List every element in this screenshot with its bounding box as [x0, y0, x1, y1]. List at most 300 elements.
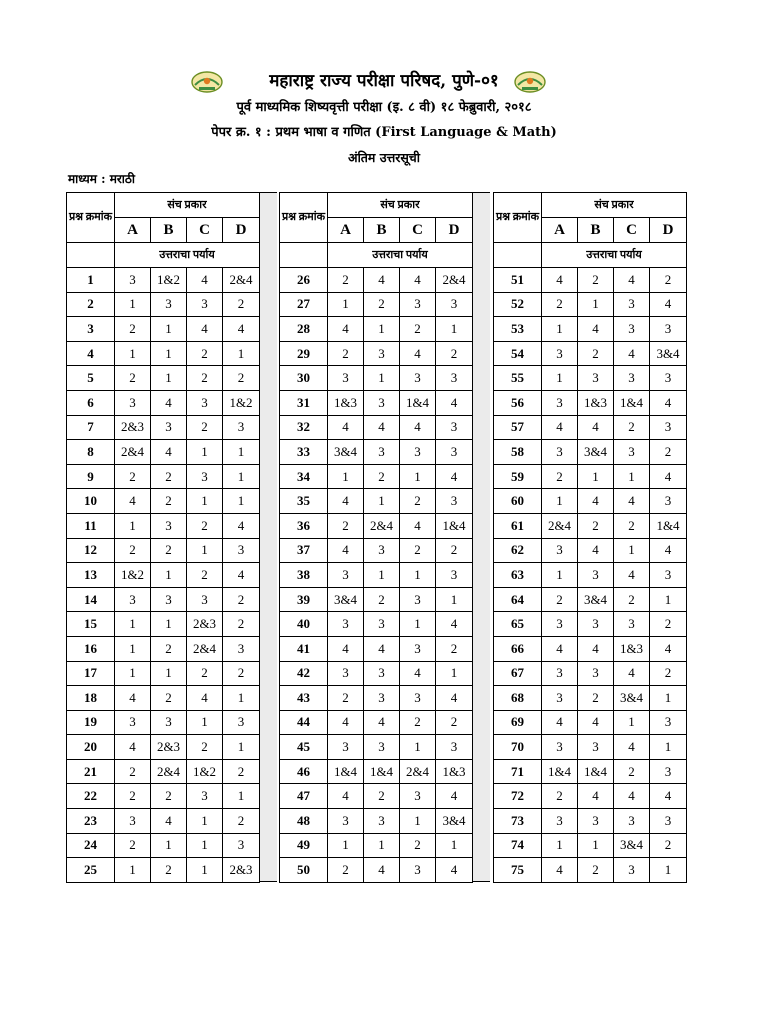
- answer-cell-set-a: 2: [328, 858, 364, 883]
- table-row: [280, 759, 473, 784]
- answer-cell-set-c: 3&4: [614, 686, 650, 711]
- question-number-cell: 57: [494, 415, 542, 440]
- answer-cell-set-c: 3: [400, 366, 436, 391]
- answer-cell-set-b: 1: [151, 833, 187, 858]
- set-type-header: संच प्रकार: [328, 193, 473, 218]
- answer-cell-set-c: 4: [187, 268, 223, 293]
- answer-cell-set-c: 4: [400, 661, 436, 686]
- answer-cell-set-a: 2: [542, 587, 578, 612]
- answer-cell-set-c: 1: [187, 833, 223, 858]
- table-row: [494, 513, 687, 538]
- question-number-header: प्रश्न क्रमांक: [67, 193, 115, 243]
- answer-cell-set-b: 3: [364, 612, 400, 637]
- question-number-cell: 71: [494, 759, 542, 784]
- set-type-header: संच प्रकार: [115, 193, 260, 218]
- answer-cell-set-b: 2: [151, 489, 187, 514]
- question-number-cell: 56: [494, 390, 542, 415]
- answer-cell-set-a: 3: [542, 612, 578, 637]
- answer-cell-set-c: 1: [400, 464, 436, 489]
- question-number-cell: 48: [280, 809, 328, 834]
- question-number-cell: 8: [67, 440, 115, 465]
- answer-cell-set-b: 3: [364, 735, 400, 760]
- answer-cell-set-a: 1: [115, 636, 151, 661]
- answer-cell-set-b: 1: [151, 661, 187, 686]
- answer-cell-set-c: 4: [614, 563, 650, 588]
- answer-cell-set-b: 2: [151, 464, 187, 489]
- answer-cell-set-a: 4: [542, 268, 578, 293]
- answer-cell-set-c: 2: [614, 415, 650, 440]
- table-row: [67, 317, 260, 342]
- question-number-cell: 40: [280, 612, 328, 637]
- set-letter-header: B: [578, 218, 614, 243]
- answer-cell-set-b: 4: [364, 636, 400, 661]
- question-number-cell: 30: [280, 366, 328, 391]
- answer-cell-set-b: 1: [151, 563, 187, 588]
- question-number-cell: 42: [280, 661, 328, 686]
- answer-cell-set-d: 4: [223, 317, 260, 342]
- answer-cell-set-d: 3: [650, 366, 687, 391]
- table-row: [280, 268, 473, 293]
- table-row: [67, 513, 260, 538]
- question-number-cell: 14: [67, 587, 115, 612]
- question-number-cell: 16: [67, 636, 115, 661]
- answer-cell-set-d: 3: [223, 415, 260, 440]
- question-number-cell: 1: [67, 268, 115, 293]
- question-number-header: प्रश्न क्रमांक: [494, 193, 542, 243]
- answer-cell-set-d: 1: [650, 686, 687, 711]
- table-row: [67, 710, 260, 735]
- answer-cell-set-c: 2&4: [400, 759, 436, 784]
- table-row: [494, 489, 687, 514]
- table-row: [280, 415, 473, 440]
- answer-cell-set-d: 2: [650, 440, 687, 465]
- answer-cell-set-d: 1: [436, 661, 473, 686]
- answer-cell-set-b: 1&2: [151, 268, 187, 293]
- answer-cell-set-c: 3: [400, 636, 436, 661]
- answer-cell-set-b: 1: [364, 317, 400, 342]
- answer-cell-set-b: 1: [151, 317, 187, 342]
- answer-cell-set-a: 2: [115, 833, 151, 858]
- answer-cell-set-b: 1: [364, 489, 400, 514]
- answer-cell-set-d: 1: [223, 784, 260, 809]
- question-number-cell: 62: [494, 538, 542, 563]
- answer-cell-set-a: 4: [542, 710, 578, 735]
- table-row: [494, 292, 687, 317]
- exam-subtitle: पूर्व माध्यमिक शिष्यवृत्ती परीक्षा (इ. ८ वी) १८ फेब्रुवारी, २०१८: [236, 100, 532, 115]
- question-number-cell: 10: [67, 489, 115, 514]
- set-letter-header: C: [187, 218, 223, 243]
- table-row: [280, 612, 473, 637]
- answer-cell-set-c: 2: [614, 513, 650, 538]
- question-number-cell: 25: [67, 858, 115, 883]
- question-number-cell: 74: [494, 833, 542, 858]
- answer-cell-set-a: 3: [542, 341, 578, 366]
- answer-cell-set-c: 1: [187, 809, 223, 834]
- answer-cell-set-a: 1: [115, 612, 151, 637]
- answer-cell-set-d: 2: [650, 268, 687, 293]
- answer-cell-set-c: 1: [400, 809, 436, 834]
- answer-cell-set-c: 3: [187, 784, 223, 809]
- question-number-cell: 26: [280, 268, 328, 293]
- answer-cell-set-d: 3: [223, 833, 260, 858]
- answer-cell-set-d: 3: [436, 489, 473, 514]
- answer-cell-set-b: 1: [151, 612, 187, 637]
- table-row: [67, 415, 260, 440]
- answer-cell-set-d: 2: [650, 661, 687, 686]
- answer-cell-set-b: 3: [151, 415, 187, 440]
- question-number-cell: 20: [67, 735, 115, 760]
- answer-cell-set-c: 4: [187, 317, 223, 342]
- question-number-cell: 23: [67, 809, 115, 834]
- answer-cell-set-c: 1: [187, 858, 223, 883]
- set-letter-header: D: [650, 218, 687, 243]
- answer-cell-set-c: 1&4: [400, 390, 436, 415]
- paper-title: पेपर क्र. १ : प्रथम भाषा व गणित (First Language & Math): [211, 125, 557, 140]
- answer-cell-set-d: 1: [650, 858, 687, 883]
- answer-cell-set-b: 3: [578, 661, 614, 686]
- answer-cell-set-d: 4: [436, 858, 473, 883]
- answer-cell-set-d: 4: [436, 612, 473, 637]
- answer-cell-set-b: 1&4: [578, 759, 614, 784]
- answer-cell-set-a: 3: [328, 661, 364, 686]
- answer-cell-set-a: 2: [115, 366, 151, 391]
- table-row: [494, 415, 687, 440]
- answer-cell-set-a: 4: [328, 784, 364, 809]
- question-number-cell: 70: [494, 735, 542, 760]
- answer-cell-set-d: 2: [436, 710, 473, 735]
- answer-cell-set-d: 4: [436, 686, 473, 711]
- table-row: [67, 784, 260, 809]
- table-row: [494, 440, 687, 465]
- answer-cell-set-a: 1&3: [328, 390, 364, 415]
- answer-cell-set-b: 2: [151, 538, 187, 563]
- answer-cell-set-d: 4: [650, 390, 687, 415]
- answer-cell-set-c: 4: [400, 268, 436, 293]
- answer-cell-set-c: 3: [614, 440, 650, 465]
- answer-cell-set-b: 1: [364, 366, 400, 391]
- answer-cell-set-a: 2: [115, 784, 151, 809]
- answer-cell-set-b: 2: [364, 292, 400, 317]
- question-number-cell: 64: [494, 587, 542, 612]
- answer-cell-set-a: 4: [328, 710, 364, 735]
- answer-cell-set-c: 3: [400, 587, 436, 612]
- table-row: [67, 587, 260, 612]
- table-row: [494, 612, 687, 637]
- answer-cell-set-b: 2&4: [151, 759, 187, 784]
- table-row: [494, 858, 687, 883]
- table-row: [280, 563, 473, 588]
- table-row: [494, 390, 687, 415]
- answer-cell-set-c: 1: [187, 489, 223, 514]
- answer-key-table-1: [66, 192, 260, 883]
- answer-cell-set-d: 3: [223, 636, 260, 661]
- answer-cell-set-d: 4: [650, 784, 687, 809]
- answer-cell-set-b: 4: [364, 710, 400, 735]
- answer-cell-set-d: 2: [436, 341, 473, 366]
- answer-cell-set-c: 4: [614, 489, 650, 514]
- answer-cell-set-c: 3: [400, 784, 436, 809]
- answer-cell-set-b: 2: [364, 784, 400, 809]
- answer-cell-set-d: 3: [223, 538, 260, 563]
- table-row: [67, 735, 260, 760]
- answer-cell-set-a: 2: [542, 292, 578, 317]
- answer-cell-set-a: 2: [328, 341, 364, 366]
- answer-cell-set-c: 2: [400, 538, 436, 563]
- question-number-cell: 13: [67, 563, 115, 588]
- answer-option-header: उत्तराचा पर्याय: [115, 243, 260, 268]
- answer-cell-set-b: 2: [578, 268, 614, 293]
- answer-cell-set-d: 3: [650, 710, 687, 735]
- question-number-cell: 11: [67, 513, 115, 538]
- answer-cell-set-d: 2: [650, 833, 687, 858]
- answer-cell-set-c: 4: [400, 415, 436, 440]
- answer-cell-set-a: 2: [115, 317, 151, 342]
- answer-cell-set-a: 4: [115, 735, 151, 760]
- answer-cell-set-d: 1: [223, 440, 260, 465]
- answer-cell-set-c: 4: [614, 661, 650, 686]
- answer-cell-set-d: 1&3: [436, 759, 473, 784]
- question-number-cell: 52: [494, 292, 542, 317]
- answer-cell-set-c: 3: [614, 858, 650, 883]
- answer-cell-set-d: 3: [650, 759, 687, 784]
- answer-cell-set-d: 2: [223, 292, 260, 317]
- medium-label: माध्यम : मराठी: [68, 172, 135, 186]
- answer-cell-set-a: 1: [542, 317, 578, 342]
- answer-cell-set-c: 2: [614, 759, 650, 784]
- answer-cell-set-c: 1&3: [614, 636, 650, 661]
- answer-cell-set-b: 4: [578, 317, 614, 342]
- answer-cell-set-b: 1&4: [364, 759, 400, 784]
- answer-cell-set-c: 3: [187, 464, 223, 489]
- answer-cell-set-c: 1: [400, 563, 436, 588]
- answer-cell-set-b: 3: [151, 292, 187, 317]
- table-row: [494, 759, 687, 784]
- set-letter-header: B: [364, 218, 400, 243]
- answer-cell-set-a: 3: [542, 686, 578, 711]
- answer-cell-set-b: 2: [364, 587, 400, 612]
- answer-cell-set-a: 3: [542, 440, 578, 465]
- answer-cell-set-c: 4: [614, 784, 650, 809]
- question-number-cell: 47: [280, 784, 328, 809]
- table-row: [280, 538, 473, 563]
- table-row: [280, 489, 473, 514]
- answer-cell-set-c: 3: [614, 292, 650, 317]
- answer-cell-set-d: 4: [436, 390, 473, 415]
- question-number-cell: 63: [494, 563, 542, 588]
- table-row: [280, 317, 473, 342]
- answer-cell-set-d: 3: [436, 735, 473, 760]
- question-number-cell: 36: [280, 513, 328, 538]
- answer-cell-set-b: 2&4: [364, 513, 400, 538]
- table-row: [280, 686, 473, 711]
- answer-cell-set-a: 2&4: [115, 440, 151, 465]
- set-letter-header: C: [400, 218, 436, 243]
- answer-cell-set-a: 2: [115, 464, 151, 489]
- question-number-cell: 21: [67, 759, 115, 784]
- table-row: [67, 440, 260, 465]
- answer-cell-set-a: 3: [115, 390, 151, 415]
- answer-cell-set-d: 2: [223, 759, 260, 784]
- table-row: [280, 341, 473, 366]
- answer-cell-set-c: 2: [400, 710, 436, 735]
- answer-cell-set-b: 3: [364, 661, 400, 686]
- answer-cell-set-b: 2&3: [151, 735, 187, 760]
- question-number-cell: 55: [494, 366, 542, 391]
- table-row: [494, 710, 687, 735]
- answer-cell-set-b: 4: [364, 415, 400, 440]
- question-number-header: प्रश्न क्रमांक: [280, 193, 328, 243]
- answer-cell-set-c: 2: [187, 415, 223, 440]
- answer-cell-set-b: 3&4: [578, 587, 614, 612]
- question-number-cell: 35: [280, 489, 328, 514]
- answer-cell-set-c: 1: [614, 538, 650, 563]
- answer-cell-set-b: 3: [364, 440, 400, 465]
- answer-cell-set-c: 2: [187, 513, 223, 538]
- answer-cell-set-b: 4: [151, 440, 187, 465]
- question-number-cell: 49: [280, 833, 328, 858]
- answer-cell-set-b: 4: [578, 415, 614, 440]
- table-row: [494, 735, 687, 760]
- answer-cell-set-a: 2: [542, 784, 578, 809]
- table-row: [280, 784, 473, 809]
- answer-cell-set-d: 2: [223, 366, 260, 391]
- answer-cell-set-a: 3: [328, 563, 364, 588]
- answer-cell-set-a: 4: [328, 415, 364, 440]
- answer-key-table-3: [493, 192, 687, 883]
- question-number-cell: 4: [67, 341, 115, 366]
- answer-cell-set-a: 2: [328, 513, 364, 538]
- answer-cell-set-a: 2: [115, 759, 151, 784]
- table-row: [67, 292, 260, 317]
- answer-cell-set-a: 1&4: [328, 759, 364, 784]
- answer-cell-set-c: 1: [614, 710, 650, 735]
- answer-cell-set-d: 1: [436, 587, 473, 612]
- answer-cell-set-c: 2: [187, 661, 223, 686]
- answer-cell-set-c: 2: [187, 735, 223, 760]
- set-letter-header: A: [542, 218, 578, 243]
- answer-cell-set-b: 2: [578, 858, 614, 883]
- answer-cell-set-d: 4: [650, 464, 687, 489]
- answer-cell-set-b: 4: [151, 809, 187, 834]
- question-number-cell: 31: [280, 390, 328, 415]
- table-row: [494, 587, 687, 612]
- answer-cell-set-b: 3: [151, 587, 187, 612]
- answer-cell-set-c: 3&4: [614, 833, 650, 858]
- question-number-cell: 17: [67, 661, 115, 686]
- answer-cell-set-b: 4: [364, 858, 400, 883]
- answer-cell-set-b: 3: [578, 366, 614, 391]
- answer-cell-set-a: 1: [115, 513, 151, 538]
- answer-cell-set-b: 4: [364, 268, 400, 293]
- question-number-cell: 45: [280, 735, 328, 760]
- question-number-cell: 50: [280, 858, 328, 883]
- answer-cell-set-d: 3: [436, 563, 473, 588]
- answer-cell-set-c: 3: [400, 858, 436, 883]
- question-number-cell: 67: [494, 661, 542, 686]
- answer-cell-set-c: 4: [400, 341, 436, 366]
- answer-cell-set-d: 2: [436, 636, 473, 661]
- answer-cell-set-c: 3: [614, 809, 650, 834]
- table-row: [280, 661, 473, 686]
- question-number-cell: 28: [280, 317, 328, 342]
- answer-cell-set-a: 1: [542, 489, 578, 514]
- answer-cell-set-d: 1: [223, 735, 260, 760]
- answer-cell-set-d: 3: [436, 292, 473, 317]
- answer-cell-set-b: 4: [578, 538, 614, 563]
- table-row: [494, 784, 687, 809]
- table-row: [280, 464, 473, 489]
- answer-cell-set-d: 3: [650, 563, 687, 588]
- answer-cell-set-d: 2: [223, 809, 260, 834]
- answer-cell-set-c: 3: [187, 292, 223, 317]
- table-row: [494, 809, 687, 834]
- question-number-cell: 68: [494, 686, 542, 711]
- answer-cell-set-a: 3: [115, 268, 151, 293]
- answer-cell-set-d: 2: [223, 587, 260, 612]
- answer-cell-set-d: 2: [223, 661, 260, 686]
- answer-cell-set-b: 4: [151, 390, 187, 415]
- answer-cell-set-a: 3: [542, 538, 578, 563]
- answer-cell-set-c: 3: [187, 587, 223, 612]
- answer-cell-set-a: 4: [542, 415, 578, 440]
- question-number-cell: 15: [67, 612, 115, 637]
- answer-cell-set-d: 4: [650, 538, 687, 563]
- answer-cell-set-d: 1: [223, 341, 260, 366]
- answer-cell-set-d: 3: [650, 317, 687, 342]
- table-row: [67, 636, 260, 661]
- answer-cell-set-b: 2: [151, 636, 187, 661]
- answer-key-table-2: [279, 192, 473, 883]
- answer-cell-set-b: 2: [364, 464, 400, 489]
- answer-cell-set-a: 4: [115, 489, 151, 514]
- answer-cell-set-a: 1: [328, 292, 364, 317]
- question-number-cell: 22: [67, 784, 115, 809]
- answer-cell-set-c: 4: [614, 341, 650, 366]
- set-type-header: संच प्रकार: [542, 193, 687, 218]
- table-row: [67, 366, 260, 391]
- answer-cell-set-c: 4: [187, 686, 223, 711]
- table-row: [67, 833, 260, 858]
- answer-cell-set-a: 1: [328, 464, 364, 489]
- answer-cell-set-c: 3: [614, 612, 650, 637]
- question-number-cell: 2: [67, 292, 115, 317]
- question-number-cell: 69: [494, 710, 542, 735]
- answer-cell-set-b: 2: [151, 686, 187, 711]
- answer-cell-set-c: 2&4: [187, 636, 223, 661]
- table-row: [280, 809, 473, 834]
- question-number-cell: 39: [280, 587, 328, 612]
- question-number-cell: 37: [280, 538, 328, 563]
- question-number-cell: 43: [280, 686, 328, 711]
- table-row: [280, 710, 473, 735]
- answer-cell-set-a: 4: [542, 858, 578, 883]
- table-row: [280, 390, 473, 415]
- answer-cell-set-a: 2&3: [115, 415, 151, 440]
- answer-cell-set-a: 1: [115, 661, 151, 686]
- table-row: [67, 464, 260, 489]
- answer-cell-set-d: 1: [650, 587, 687, 612]
- blank-header-cell: [494, 243, 542, 268]
- answer-cell-set-d: 1: [223, 489, 260, 514]
- answer-cell-set-d: 4: [650, 292, 687, 317]
- answer-cell-set-a: 3&4: [328, 440, 364, 465]
- answer-cell-set-d: 4: [436, 464, 473, 489]
- answer-cell-set-a: 4: [328, 636, 364, 661]
- answer-option-header: उत्तराचा पर्याय: [328, 243, 473, 268]
- answer-cell-set-c: 3: [400, 440, 436, 465]
- table-row: [67, 759, 260, 784]
- question-number-cell: 29: [280, 341, 328, 366]
